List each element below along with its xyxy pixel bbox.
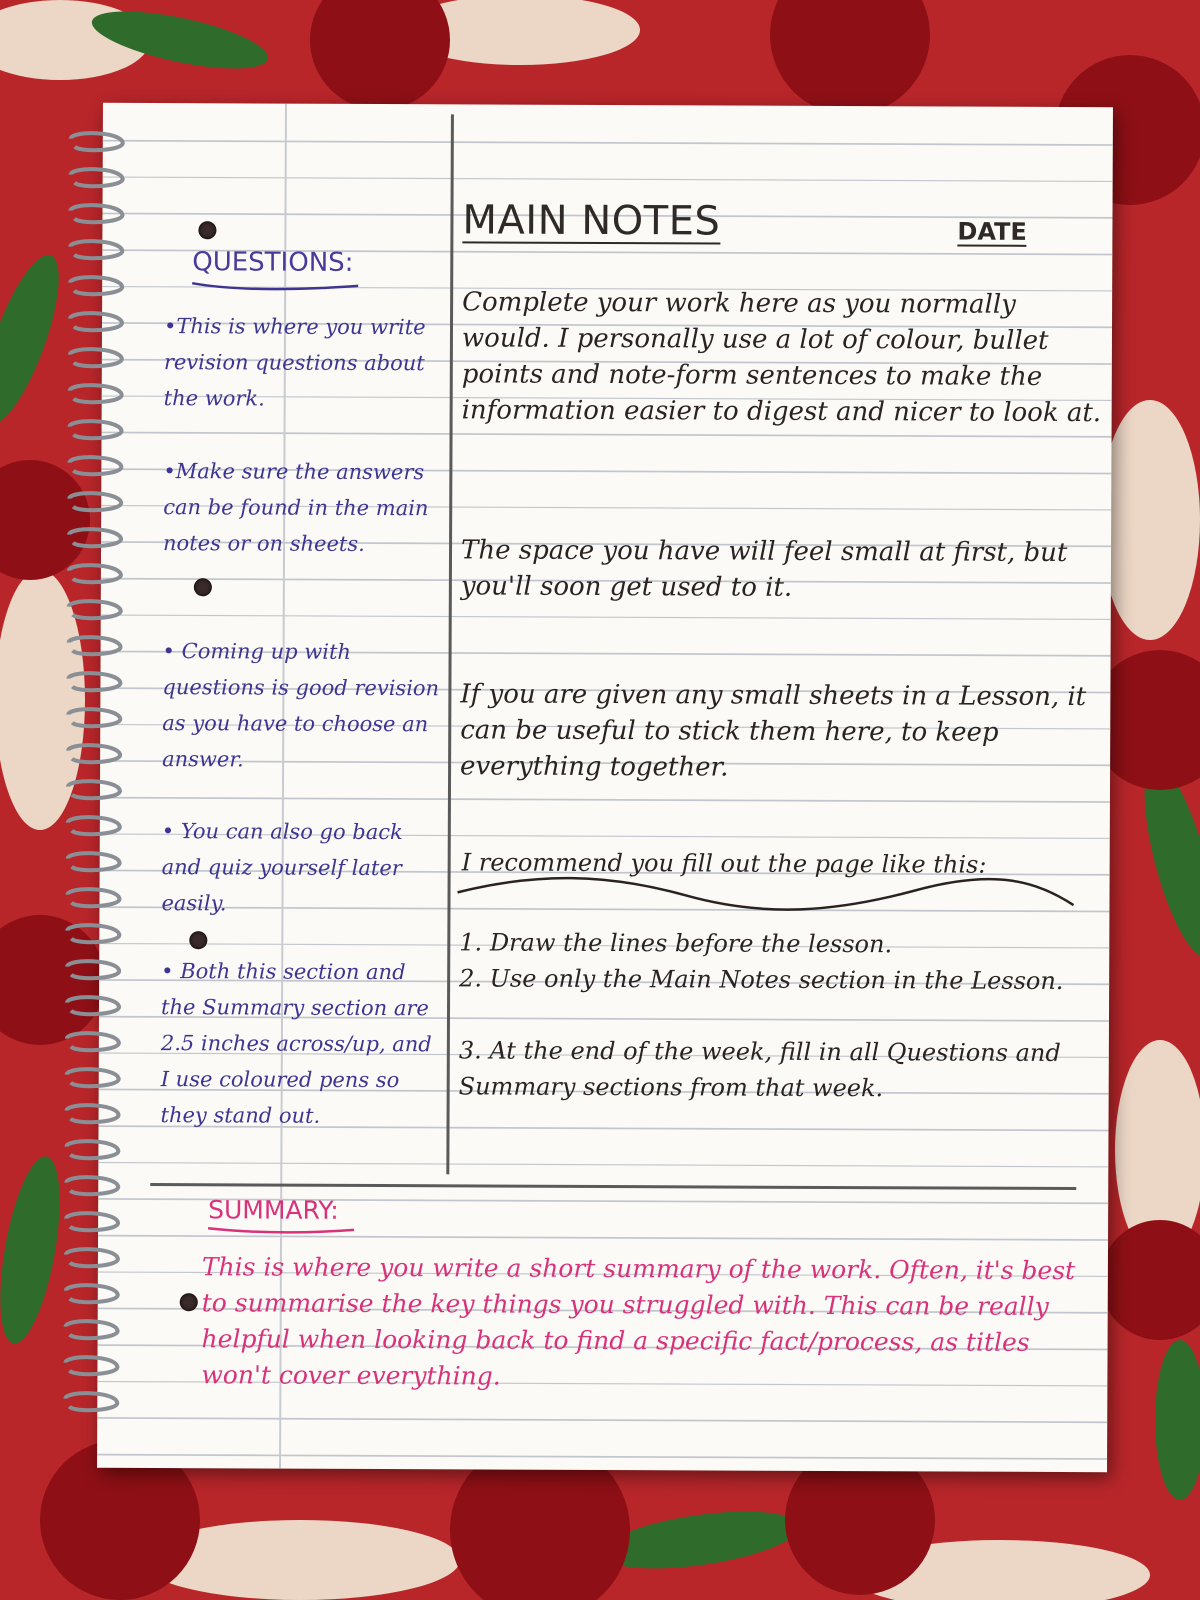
notebook-page (97, 103, 1113, 1472)
date-label: DATE (957, 217, 1027, 246)
spiral-coil (70, 241, 122, 258)
spiral-coil (70, 349, 122, 366)
spiral-coil (67, 925, 119, 942)
questions-divider (446, 114, 454, 1174)
spiral-coil (65, 1393, 117, 1410)
spiral-coil (69, 637, 121, 654)
spiral-coil (67, 1105, 119, 1122)
step-item: 1. Draw the lines before the lesson. (459, 928, 893, 959)
wavy-underline (455, 872, 1075, 915)
summary-heading: SUMMARY: (208, 1195, 339, 1225)
spiral-coil (67, 961, 119, 978)
spiral-coil (67, 889, 119, 906)
spiral-coil (66, 1213, 118, 1230)
spiral-coil (69, 565, 121, 582)
spiral-coil (66, 1285, 118, 1302)
punch-hole (180, 1293, 198, 1311)
spiral-coil (69, 457, 121, 474)
question-bullet: • You can also go back and quiz yourself later easily. (161, 819, 403, 916)
main-paragraph: The space you have will feel small at first, but you'll soon get used to it. (460, 535, 1068, 603)
punch-hole (194, 578, 212, 596)
spiral-coil (70, 313, 122, 330)
spiral-coil (68, 673, 120, 690)
punch-hole (198, 221, 216, 239)
spiral-coil (69, 601, 121, 618)
spiral-coil (69, 493, 121, 510)
main-notes-title: MAIN NOTES (462, 197, 721, 245)
spiral-coil (66, 1321, 118, 1338)
spiral-coil (70, 421, 122, 438)
question-bullet: • Both this section and the Summary section are 2.5 inches across/up, and I use coloured pens so they stand out. (160, 959, 432, 1128)
step-item: 2. Use only the Main Notes section in the Lesson. (459, 964, 1064, 996)
summary-underline (206, 1223, 356, 1236)
main-paragraph: If you are given any small sheets in a Lesson, it can be useful to stick them here, to keep everything together. (460, 679, 1087, 783)
spiral-coil (71, 169, 123, 186)
questions-heading: QUESTIONS: (192, 247, 354, 278)
spiral-coil (68, 853, 120, 870)
question-bullet: •Make sure the answers can be found in the main notes or on sheets. (163, 459, 429, 556)
spiral-coil (67, 1033, 119, 1050)
spiral-coil (67, 1069, 119, 1086)
summary-divider (150, 1183, 1076, 1190)
spiral-coil (68, 709, 120, 726)
spiral-coil (70, 205, 122, 222)
spiral-coil (65, 1357, 117, 1374)
spiral-coil (68, 745, 120, 762)
spiral-coil (69, 529, 121, 546)
punch-hole (189, 931, 207, 949)
step-item: 3. At the end of the week, fill in all Questions and Summary sections from that week. (458, 1036, 1061, 1103)
spiral-coil (66, 1141, 118, 1158)
spiral-coil (70, 385, 122, 402)
spiral-coil (70, 277, 122, 294)
question-bullet: • Coming up with questions is good revision as you have to choose an answer. (162, 639, 440, 772)
recommend-line: I recommend you fill out the page like this: (461, 848, 987, 879)
questions-underline (190, 279, 360, 292)
spiral-coil (67, 997, 119, 1014)
spiral-coil (66, 1177, 118, 1194)
spiral-coil (71, 133, 123, 150)
summary-text: This is where you write a short summary of the work. Often, it's best to summarise the key things you struggled with. This can be really helpful when looking back to find a specific fact/process, as titles won't cover everything. (201, 1252, 1076, 1391)
spiral-coil (66, 1249, 118, 1266)
spiral-coil (68, 817, 120, 834)
main-paragraph: Complete your work here as you normally would. I personally use a lot of colour, bullet points and note-form sentences to make the information easier to digest and nicer to look at. (461, 287, 1102, 429)
spiral-coil (68, 781, 120, 798)
spiral-binding (55, 131, 141, 1431)
question-bullet: •This is where you write revision questions about the work. (163, 314, 426, 411)
